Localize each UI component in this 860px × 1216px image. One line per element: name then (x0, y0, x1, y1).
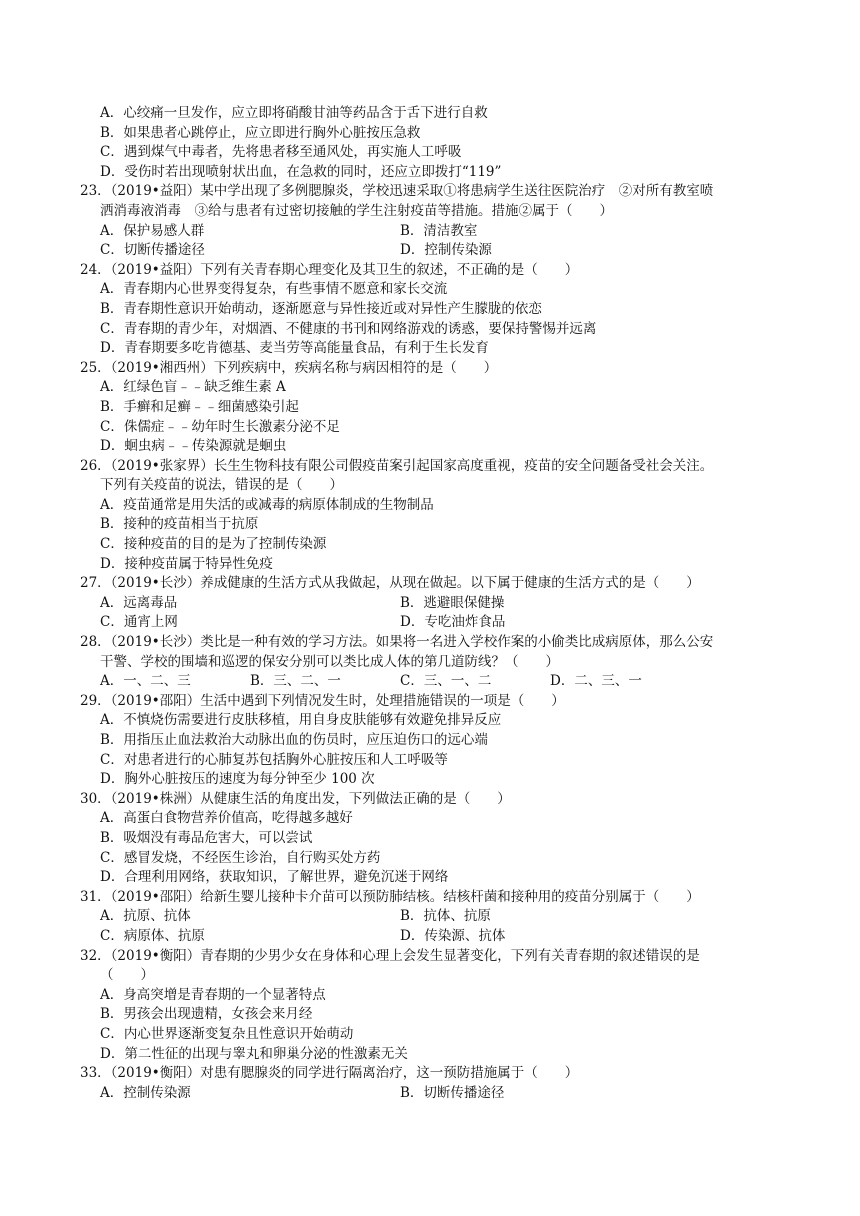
option-d: D．专吃油炸食品 (400, 614, 506, 631)
question-30 (80, 790, 800, 888)
option-a: A．身高突增是青春期的一个显著特点 (100, 986, 326, 1003)
option-b: B．用指压止血法救治大动脉出血的伤员时，应压迫伤口的远心端 (100, 732, 488, 748)
option-a: A．保护易感人群 (100, 222, 205, 239)
option-b: B．三、二、一 (250, 673, 341, 690)
option-d: D．胸外心脏按压的速度为每分钟至少 100 次 (100, 771, 375, 788)
question-stem: 29．（2019•邵阳）生活中遇到下列情况发生时，处理措施错误的一项是（ ） (80, 692, 565, 709)
option-d: D．合理利用网络，获取知识，了解世界，避免沉迷于网络 (100, 869, 449, 886)
option-b: B．青春期性意识开始萌动，逐渐愿意与异性接近或对异性产生朦胧的依恋 (100, 300, 542, 317)
option-b: B．抗体、抗原 (400, 908, 491, 925)
question-stem: 26．（2019•张家界）长生生物科技有限公司假疫苗案引起国家高度重视，疫苗的安全问题备受社会关注。 (80, 457, 714, 474)
option-c: C．通宵上网 (100, 614, 178, 631)
option-d: D．青春期要多吃肯德基、麦当劳等高能量食品，有利于生长发育 (100, 340, 489, 357)
question-stem: 洒消毒液消毒 ③给与患者有过密切接触的学生注射疫苗等措施。措施②属于（ ） (100, 202, 613, 219)
option-c: C．内心世界逐渐变复杂且性意识开始萌动 (100, 1025, 354, 1042)
option-c: C．侏儒症﹣﹣幼年时生长激素分泌不足 (100, 418, 340, 435)
question-25 (80, 359, 800, 457)
option-b: B．男孩会出现遗精，女孩会来月经 (100, 1006, 313, 1023)
option-a: A．疫苗通常是用失活的或减毒的病原体制成的生物制品 (100, 496, 434, 513)
question-26 (80, 457, 800, 575)
question-23 (80, 182, 800, 260)
option-b: B．如果患者心跳停止，应立即进行胸外心脏按压急救 (100, 124, 421, 141)
option-b: B．清洁教室 (400, 222, 478, 239)
option-c: C．对患者进行的心肺复苏包括胸外心脏按压和人工呼吸等 (100, 751, 448, 768)
question-stem: 25．（2019•湘西州）下列疾病中，疾病名称与病因相符的是（ ） (80, 359, 498, 376)
question-22-options (80, 104, 800, 182)
question-stem: 24．（2019•益阳）下列有关青春期心理变化及其卫生的叙述，不正确的是（ ） (80, 261, 579, 278)
question-stem: 31．（2019•邵阳）给新生婴儿接种卡介苗可以预防肺结核。结核杆菌和接种用的疫苗分别属于（ ） (80, 888, 700, 905)
option-c: C．遇到煤气中毒者，先将患者移至通风处，再实施人工呼吸 (100, 144, 462, 161)
option-b: B．吸烟没有毒品危害大，可以尝试 (100, 829, 313, 846)
option-d: D．受伤时若出现喷射状出血，在急救的同时，还应立即拨打“119” (100, 163, 502, 180)
option-c: C．三、一、二 (400, 673, 492, 690)
option-a: A．控制传染源 (100, 1084, 191, 1101)
option-d: D．第二性征的出现与睾丸和卵巢分泌的性激素无关 (100, 1045, 408, 1062)
option-a: A．远离毒品 (100, 594, 178, 611)
question-stem: 27．（2019•长沙）养成健康的生活方式从我做起，从现在做起。以下属于健康的生活方式的是（ ） (80, 575, 700, 592)
option-c: C．青春期的青少年，对烟酒、不健康的书刊和网络游戏的诱惑，要保持警惕并远离 (100, 320, 597, 337)
option-a: A．高蛋白食物营养价值高，吃得越多越好 (100, 810, 353, 827)
question-stem: 23．（2019•益阳）某中学出现了多例腮腺炎，学校迅速采取①将患病学生送往医院治疗 ②对所有教室喷 (80, 183, 714, 200)
question-27 (80, 574, 800, 633)
option-b: B．手癣和足癣﹣﹣细菌感染引起 (100, 398, 299, 415)
question-stem: 33．（2019•衡阳）对患有腮腺炎的同学进行隔离治疗，这一预防措施属于（ ） (80, 1065, 579, 1082)
option-b: B．接种的疫苗相当于抗原 (100, 516, 259, 533)
question-stem: 干警、学校的围墙和巡逻的保安分别可以类比成人体的第几道防线？（ ） (100, 653, 559, 670)
question-list (80, 104, 800, 1103)
question-31 (80, 888, 800, 947)
option-a: A．心绞痛一旦发作，应立即将硝酸甘油等药品含于舌下进行自救 (100, 105, 488, 121)
question-stem: 28．（2019•长沙）类比是一种有效的学习方法。如果将一名进入学校作案的小偷类比成病原体，那么公安 (80, 634, 714, 651)
option-d: D．蛔虫病﹣﹣传染源就是蛔虫 (100, 438, 287, 455)
option-c: C．接种疫苗的目的是为了控制传染源 (100, 536, 327, 553)
option-a: A．红绿色盲﹣﹣缺乏维生素 A (100, 379, 286, 396)
question-stem: （ ） (100, 967, 154, 984)
question-32 (80, 947, 800, 1065)
option-a: A．一、二、三 (100, 673, 191, 690)
option-a: A．抗原、抗体 (100, 908, 191, 925)
option-c: C．感冒发烧，不经医生诊治，自行购买处方药 (100, 849, 381, 866)
option-d: D．控制传染源 (400, 242, 492, 259)
option-d: D．二、三、一 (550, 673, 642, 690)
question-29 (80, 692, 800, 790)
question-stem: 30．（2019•株洲）从健康生活的角度出发，下列做法正确的是（ ） (80, 790, 511, 807)
option-a: A．不慎烧伤需要进行皮肤移植，用自身皮肤能够有效避免排异反应 (100, 712, 502, 729)
option-d: D．传染源、抗体 (400, 927, 506, 944)
question-28 (80, 633, 800, 692)
question-24 (80, 261, 800, 359)
question-stem: 下列有关疫苗的说法，错误的是（ ） (100, 477, 343, 494)
question-stem: 32．（2019•衡阳）青春期的少男少女在身体和心理上会发生显著变化，下列有关青春期的叙述错误的是 (80, 947, 700, 964)
question-33 (80, 1064, 800, 1103)
option-d: D．接种疫苗属于特异性免疫 (100, 555, 273, 572)
option-b: B．切断传播途径 (400, 1084, 505, 1101)
option-c: C．病原体、抗原 (100, 927, 205, 944)
option-c: C．切断传播途径 (100, 242, 205, 259)
option-b: B．逃避眼保健操 (400, 594, 505, 611)
option-a: A．青春期内心世界变得复杂，有些事情不愿意和家长交流 (100, 281, 448, 298)
